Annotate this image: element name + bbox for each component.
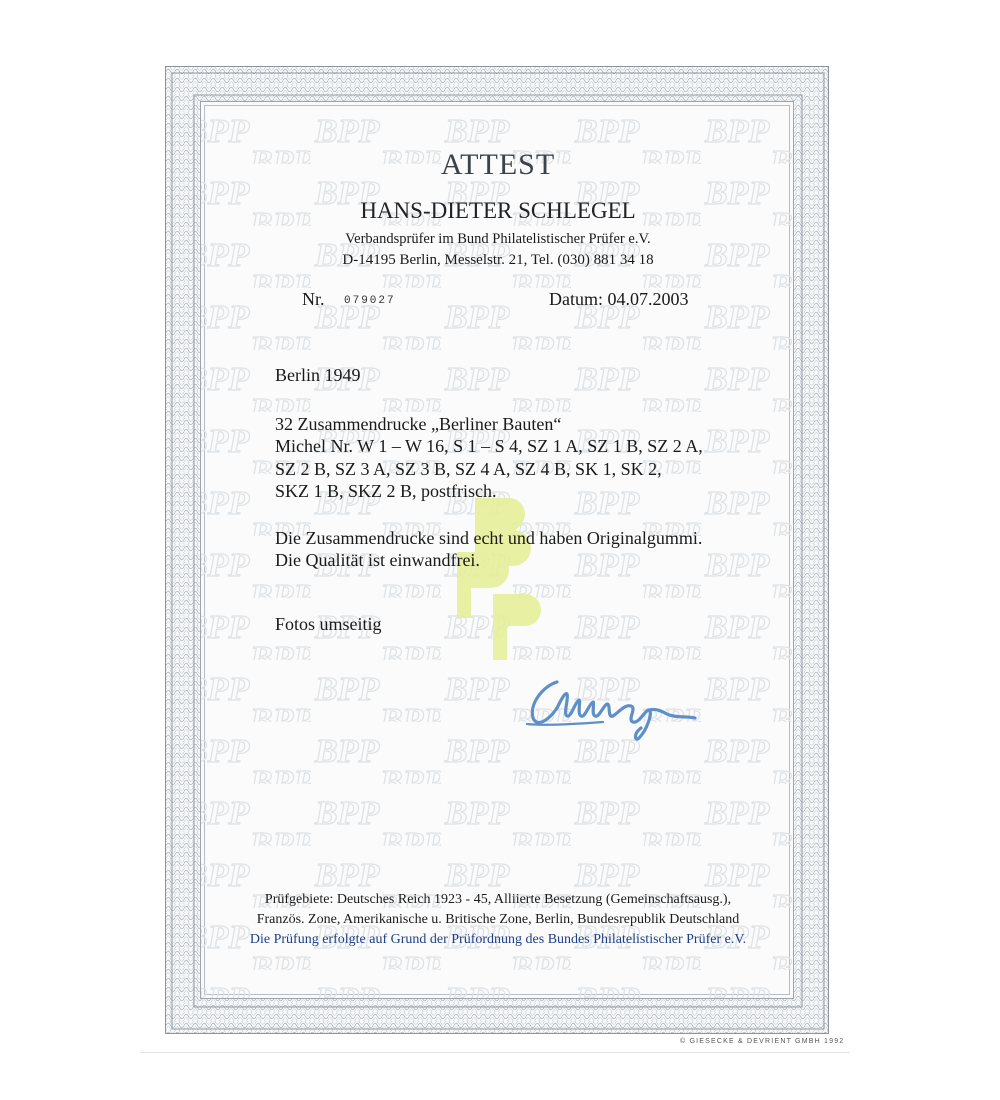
certificate-number-value: 079027 <box>344 295 396 307</box>
footer-line: Prüfgebiete: Deutsches Reich 1923 - 45, Alliierte Besetzung (Gemeinschaftsausg.), <box>264 892 732 907</box>
footer-line: Französ. Zone, Amerikanische u. Britische Zone, Berlin, Bundesrepublik Deutschland <box>256 912 740 927</box>
page-divider <box>140 1052 850 1053</box>
certificate-title: ATTEST <box>440 148 556 181</box>
certificate-sheet <box>165 66 829 1034</box>
body-line: Michel Nr. W 1 – W 16, S 1 – S 4, SZ 1 A, SZ 1 B, SZ 2 A, <box>275 436 703 456</box>
body-line: Fotos umseitig <box>275 614 382 634</box>
body-line: Die Qualität ist einwandfrei. <box>275 550 480 570</box>
body-line: SZ 2 B, SZ 3 A, SZ 3 B, SZ 4 A, SZ 4 B, SK 1, SK 2, <box>275 459 662 479</box>
handwritten-signature-icon <box>517 664 703 742</box>
examiner-name: HANS-DIETER SCHLEGEL <box>360 198 636 223</box>
certificate-content <box>201 102 794 999</box>
footer-line: Die Prüfung erfolgte auf Grund der Prüfordnung des Bundes Philatelistischer Prüfer e.V. <box>249 932 747 947</box>
body-line: Berlin 1949 <box>275 365 361 385</box>
examiner-association: Verbandsprüfer im Bund Philatelistischer Prüfer e.V. <box>345 231 651 247</box>
certificate-number-label: Nr. <box>302 289 325 309</box>
body-line: Die Zusammendrucke sind echt und haben Originalgummi. <box>275 528 703 548</box>
body-line: SKZ 1 B, SKZ 2 B, postfrisch. <box>275 481 497 501</box>
certificate-date: Datum: 04.07.2003 <box>549 289 689 309</box>
printer-imprint: © GIESECKE & DEVRIENT GMBH 1992 <box>680 1038 845 1045</box>
examiner-address: D-14195 Berlin, Messelstr. 21, Tel. (030) 881 34 18 <box>342 252 654 268</box>
certificate-inner-panel <box>200 101 794 999</box>
body-line: 32 Zusammendrucke „Berliner Bauten“ <box>275 414 562 434</box>
